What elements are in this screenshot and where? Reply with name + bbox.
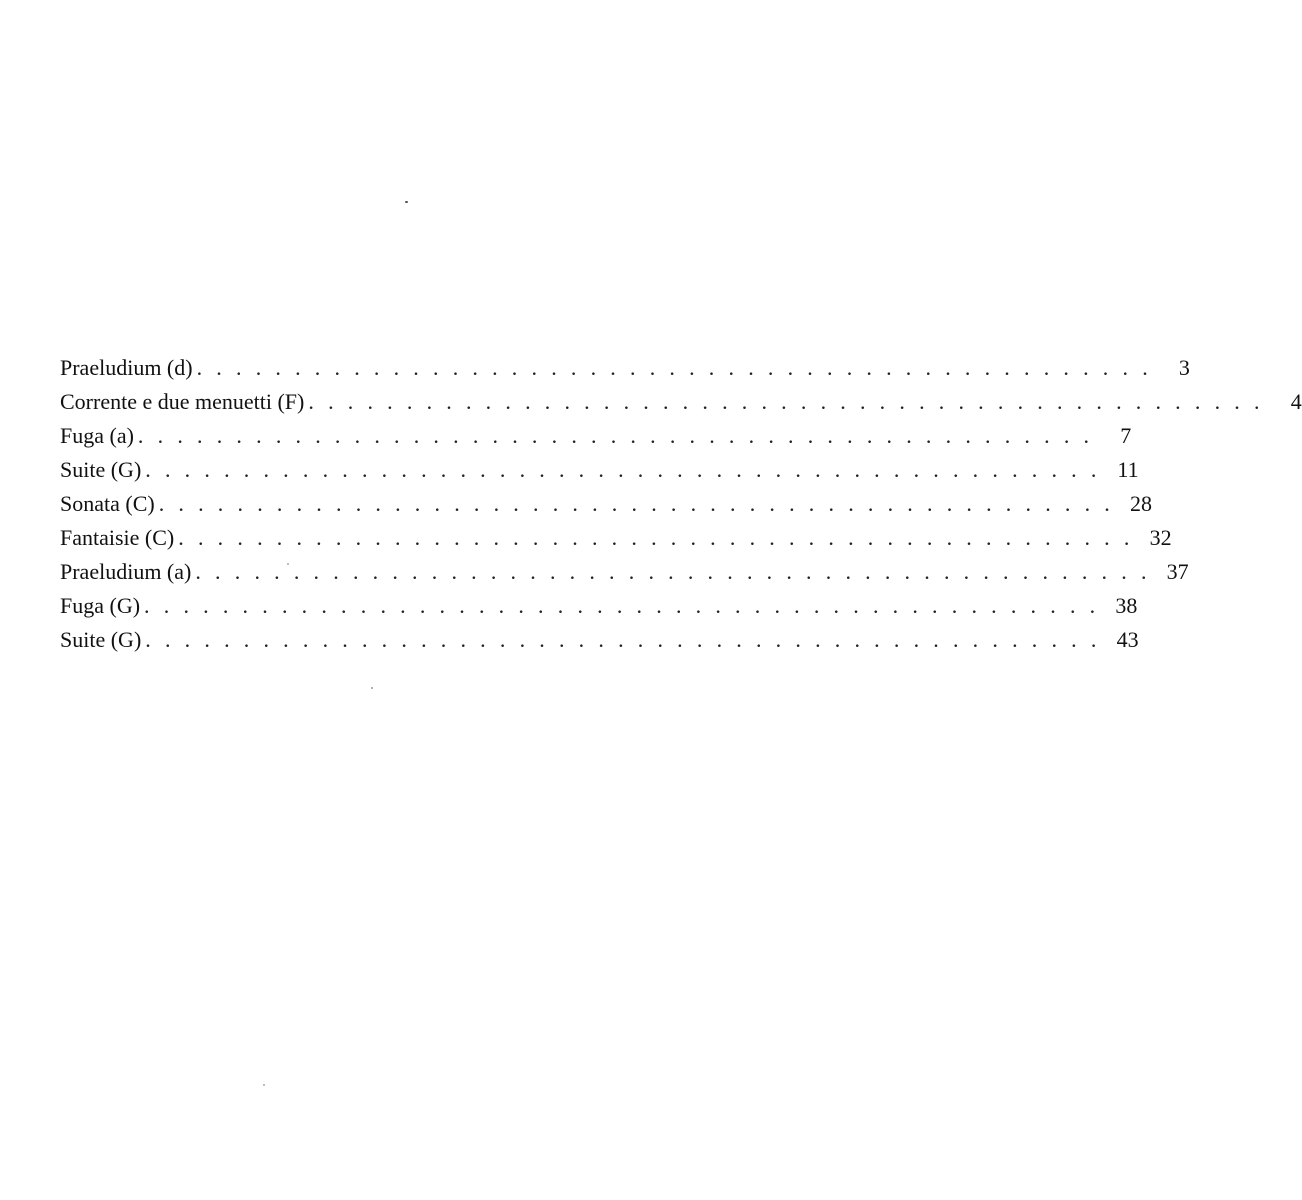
toc-entry	[60, 589, 1138, 623]
toc-dot-leader: .................................................	[158, 491, 1125, 516]
toc-entry-page: 37	[1166, 559, 1189, 584]
paper-speck	[371, 687, 373, 689]
toc-entry	[60, 487, 1153, 521]
toc-entry	[60, 385, 1302, 419]
toc-entry-title: Fuga (G)	[60, 593, 141, 618]
toc-entry-title: Suite (G)	[60, 457, 142, 482]
toc-entry-page: 28	[1130, 491, 1153, 516]
toc-entry	[60, 521, 1172, 555]
toc-entry	[60, 623, 1139, 657]
toc-entry-title: Sonata (C)	[60, 491, 155, 516]
toc-dot-leader: .................................................	[195, 559, 1161, 584]
toc-entry-title: Corrente e due menuetti (F)	[60, 389, 305, 414]
toc-entry-title: Fantaisie (C)	[60, 525, 175, 550]
toc-entry-page: 3	[1178, 355, 1190, 380]
toc-entry-title: Suite (G)	[60, 627, 142, 652]
toc-entry	[60, 453, 1139, 487]
toc-entry-page: 32	[1149, 525, 1172, 550]
toc-entry-title: Fuga (a)	[60, 423, 134, 448]
toc-dot-leader: .................................................	[178, 525, 1144, 550]
toc-entry-title: Praeludium (d)	[60, 355, 193, 380]
toc-dot-leader: .................................................	[145, 457, 1111, 482]
toc-entry-page: 38	[1115, 593, 1138, 618]
toc-entry-page: 11	[1117, 457, 1139, 482]
toc-entry-page: 4	[1290, 389, 1302, 414]
table-of-contents	[60, 351, 1302, 657]
toc-entry-page: 7	[1120, 423, 1132, 448]
toc-entry	[60, 555, 1189, 589]
toc-entry-title: Praeludium (a)	[60, 559, 192, 584]
toc-entry-page: 43	[1116, 627, 1139, 652]
toc-dot-leader: .................................................	[145, 627, 1111, 652]
toc-entry	[60, 419, 1132, 453]
toc-entry	[60, 351, 1190, 385]
toc-dot-leader: .................................................	[196, 355, 1162, 380]
paper-speck	[263, 1084, 265, 1086]
toc-dot-leader: .................................................	[144, 593, 1110, 618]
toc-dot-leader: .................................................	[137, 423, 1104, 448]
toc-dot-leader: .................................................	[308, 389, 1274, 414]
paper-speck	[405, 201, 408, 203]
